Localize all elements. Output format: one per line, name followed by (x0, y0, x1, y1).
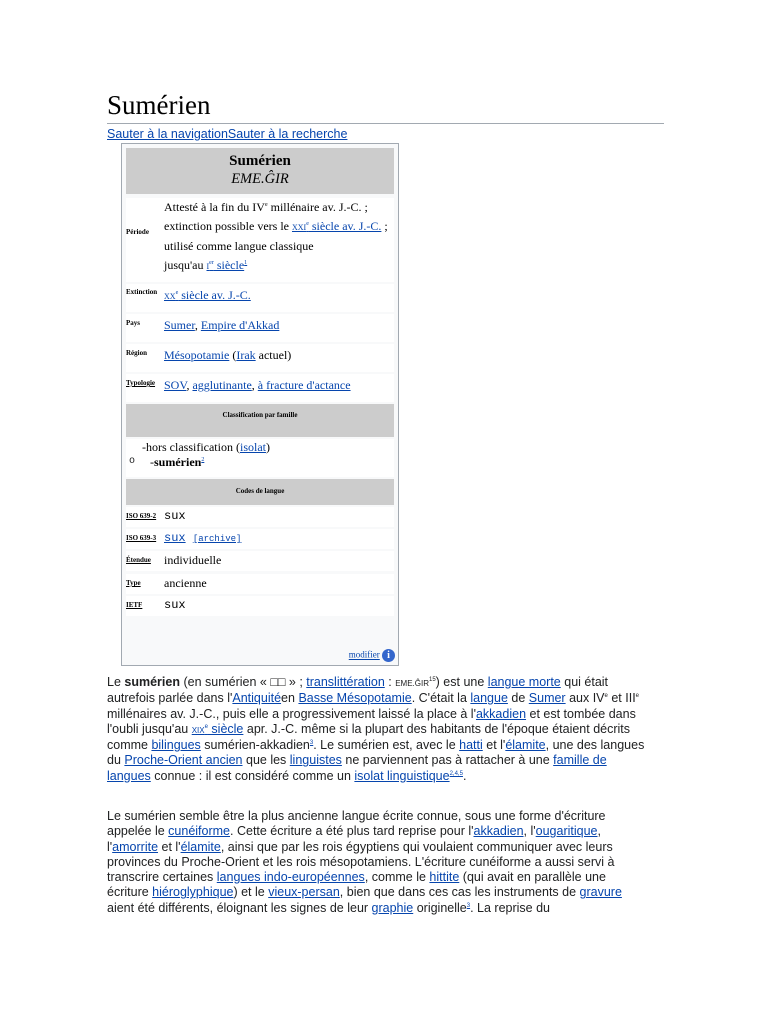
ougaritique-link[interactable]: ougaritique (535, 824, 598, 839)
classification-header: Classification par famille (126, 404, 394, 437)
row-label-extinction: Extinction (126, 288, 158, 296)
vieux-persan-link[interactable]: vieux-persan (268, 885, 340, 900)
infobox-edit (349, 649, 395, 662)
linguistes-link[interactable]: linguistes (289, 753, 342, 768)
row-value-typologie: SOV, agglutinante, à fracture d'actance (164, 378, 351, 392)
paragraph-writing: Le sumérien semble être la plus ancienne langue écrite connue, sous une forme d'écriture appelée le cunéiforme. Cette écriture a été plus tard reprise pour l'akkadien, l'ougaritique, l'amorrite et l'élamite, ainsi que par les rois égyptiens qui voulaient communiquer avec leurs provinces du Proche-Orient et les rois mésopotamiens. L'écriture cunéiforme a aussi servi à transcrire certaines langues indo-européennes, comme le hittite (qui avait en parallèle une écriture hiéroglyphique) et le vieux-persan, bien que dans ces cas les instruments de gravure aient été différents, éloignant les signes de leur graphie originelle$^3$. La reprise du (107, 809, 622, 915)
row-value-periode (164, 198, 388, 276)
jump-links (107, 127, 347, 141)
page-title: Sumérien (107, 90, 211, 120)
reference-link[interactable]: 1 (244, 260, 248, 266)
infobox-row-region (126, 344, 394, 372)
gravure-link[interactable]: gravure (579, 885, 622, 900)
hieroglyphique-link[interactable]: hiéroglyphique (152, 885, 234, 900)
irak-link[interactable]: Irak (236, 348, 256, 362)
archive-link[interactable]: [archive] (192, 534, 242, 544)
infobox-header (126, 148, 394, 194)
antiquite-link[interactable]: Antiquité (232, 691, 282, 706)
agglutinante-link[interactable]: agglutinante (192, 378, 252, 392)
infobox-row-classification (126, 439, 394, 477)
infobox-row-periode (126, 198, 394, 282)
infobox-row-etendue (126, 551, 394, 571)
basse-mesopotamie-link[interactable]: Basse Mésopotamie (298, 691, 412, 706)
infobox-row-typologie (126, 374, 394, 402)
typologie-label-link[interactable]: Typologie (126, 379, 156, 387)
codes-header: Codes de langue (126, 479, 394, 505)
sumer-link[interactable]: Sumer (528, 691, 566, 706)
etendue-link[interactable]: Étendue (126, 556, 151, 564)
language-infobox (121, 143, 399, 666)
cuneiforme-link[interactable]: cunéiforme (168, 824, 231, 839)
info-icon[interactable]: i (382, 649, 395, 662)
proche-orient-ancien-link[interactable]: Proche-Orient ancien (124, 753, 243, 768)
iso-639-2-link[interactable]: ISO 639-2 (126, 512, 157, 520)
infobox-native-name: EME.ĜIR (231, 171, 289, 187)
sov-link[interactable]: SOV (164, 378, 187, 392)
reference-link[interactable]: 3 (466, 902, 471, 909)
classification-bullet: o (129, 456, 136, 467)
infobox-row-type (126, 574, 394, 594)
mesopotamie-link[interactable]: Mésopotamie (164, 348, 230, 362)
xix-siecle-link[interactable]: XIXe siècle (191, 721, 244, 736)
row-value-pays: Sumer, Empire d'Akkad (164, 318, 280, 332)
row-value-region: Mésopotamie (Irak actuel) (164, 348, 292, 362)
isolat-link[interactable]: isolat (239, 440, 266, 454)
row-label-pays: Pays (126, 319, 140, 327)
isolat-linguistique-link[interactable]: isolat linguistique (354, 768, 450, 783)
jump-to-search-link[interactable]: Sauter à la recherche (227, 127, 348, 141)
reference-link[interactable]: 3 (309, 740, 314, 747)
iso-639-3-value (164, 529, 241, 549)
ietf-link[interactable]: IETF (126, 601, 143, 609)
cuneiform-glyphs: □□ (270, 675, 286, 689)
periode-line1: Attesté à la fin du IVe millénaire av. J.-C. ; (164, 200, 368, 214)
empire-akkad-link[interactable]: Empire d'Akkad (200, 318, 280, 332)
translitteration-link[interactable]: translittération (306, 675, 385, 689)
amorrite-link[interactable]: amorrite (112, 839, 159, 854)
hittite-link[interactable]: hittite (429, 870, 460, 885)
bilingues-link[interactable]: bilingues (151, 738, 201, 753)
modifier-link[interactable]: modifier (348, 649, 380, 660)
infobox-title: Sumérien (229, 153, 291, 169)
reference-link[interactable]: 2 (201, 457, 205, 463)
reference-link[interactable]: 2,4,5 (449, 770, 463, 777)
graphie-link[interactable]: graphie (371, 900, 414, 915)
langues-indo-europeennes-link[interactable]: langues indo-européennes (216, 870, 365, 885)
type-value: ancienne (164, 576, 207, 590)
famille-de-langues-link[interactable]: famille de langues (107, 753, 607, 783)
iso-639-2-value: sux (164, 509, 186, 523)
langue-link[interactable]: langue (470, 691, 508, 706)
periode-line3: utilisé comme langue classique (164, 239, 314, 253)
akkadien-link[interactable]: akkadien (475, 706, 527, 721)
sumer-link[interactable]: Sumer (164, 318, 195, 332)
row-label-periode: Période (126, 228, 149, 236)
periode-line4: jusqu'au Ier siècle$^1$ (164, 258, 248, 272)
ietf-value: sux (164, 598, 186, 612)
classification-line1: -hors classification (isolat) (142, 440, 270, 454)
type-link[interactable]: Type (126, 579, 141, 587)
xx-siecle-link[interactable]: XXe siècle av. J.-C. (164, 288, 251, 302)
jump-to-navigation-link[interactable]: Sauter à la navigation (107, 127, 228, 141)
elamite-link[interactable]: élamite (180, 839, 221, 854)
elamite-link[interactable]: élamite (505, 738, 546, 753)
row-label-region: Région (126, 349, 147, 357)
langue-morte-link[interactable]: langue morte (487, 675, 561, 689)
periode-line2: extinction possible vers le XXIe siècle av. J.-C. ; (164, 219, 388, 233)
infobox-row-iso3 (126, 529, 394, 549)
ier-siecle-link[interactable]: Ier siècle (206, 258, 245, 272)
etendue-value: individuelle (164, 553, 222, 567)
infobox-row-extinction (126, 284, 394, 312)
xxi-siecle-link[interactable]: XXIe siècle av. J.-C. (291, 219, 382, 233)
title-divider (107, 123, 664, 124)
hatti-link[interactable]: hatti (459, 738, 483, 753)
fracture-actance-link[interactable]: à fracture d'actance (257, 378, 351, 392)
row-value-extinction (164, 286, 251, 306)
iso-639-3-link[interactable]: ISO 639-3 (126, 534, 157, 542)
infobox-row-ietf (126, 596, 394, 616)
infobox-row-iso2 (126, 507, 394, 527)
akkadien-link[interactable]: akkadien (473, 824, 524, 839)
infobox-row-pays (126, 314, 394, 342)
paragraph-intro: Le sumérien (en sumérien « □□ » ; translittération : EME.ĜIR$^{15}$) est une langue morte qui était autrefois parlée dans l'Antiquitéen Basse Mésopotamie. C'était la langue de Sumer aux IVe et IIIe millénaires av. J.-C., puis elle a progressivement laissé la place à l'akkadien et est tombée dans l'oubli jusqu'au XIXe siècle apr. J.-C. même si la plupart des habitants de l'époque étaient décrits comme bilingues sumérien-akkadien$^3$. Le sumérien est, avec le hatti et l'élamite, une des langues du Proche-Orient ancien que les linguistes ne parviennent pas à rattacher à une famille de langues connue : il est considéré comme un isolat linguistique$^{2,4,5}$. (107, 675, 645, 783)
classification-line2: -sumérien$^2$ (150, 455, 205, 469)
sux-code-link[interactable]: sux (164, 531, 186, 545)
